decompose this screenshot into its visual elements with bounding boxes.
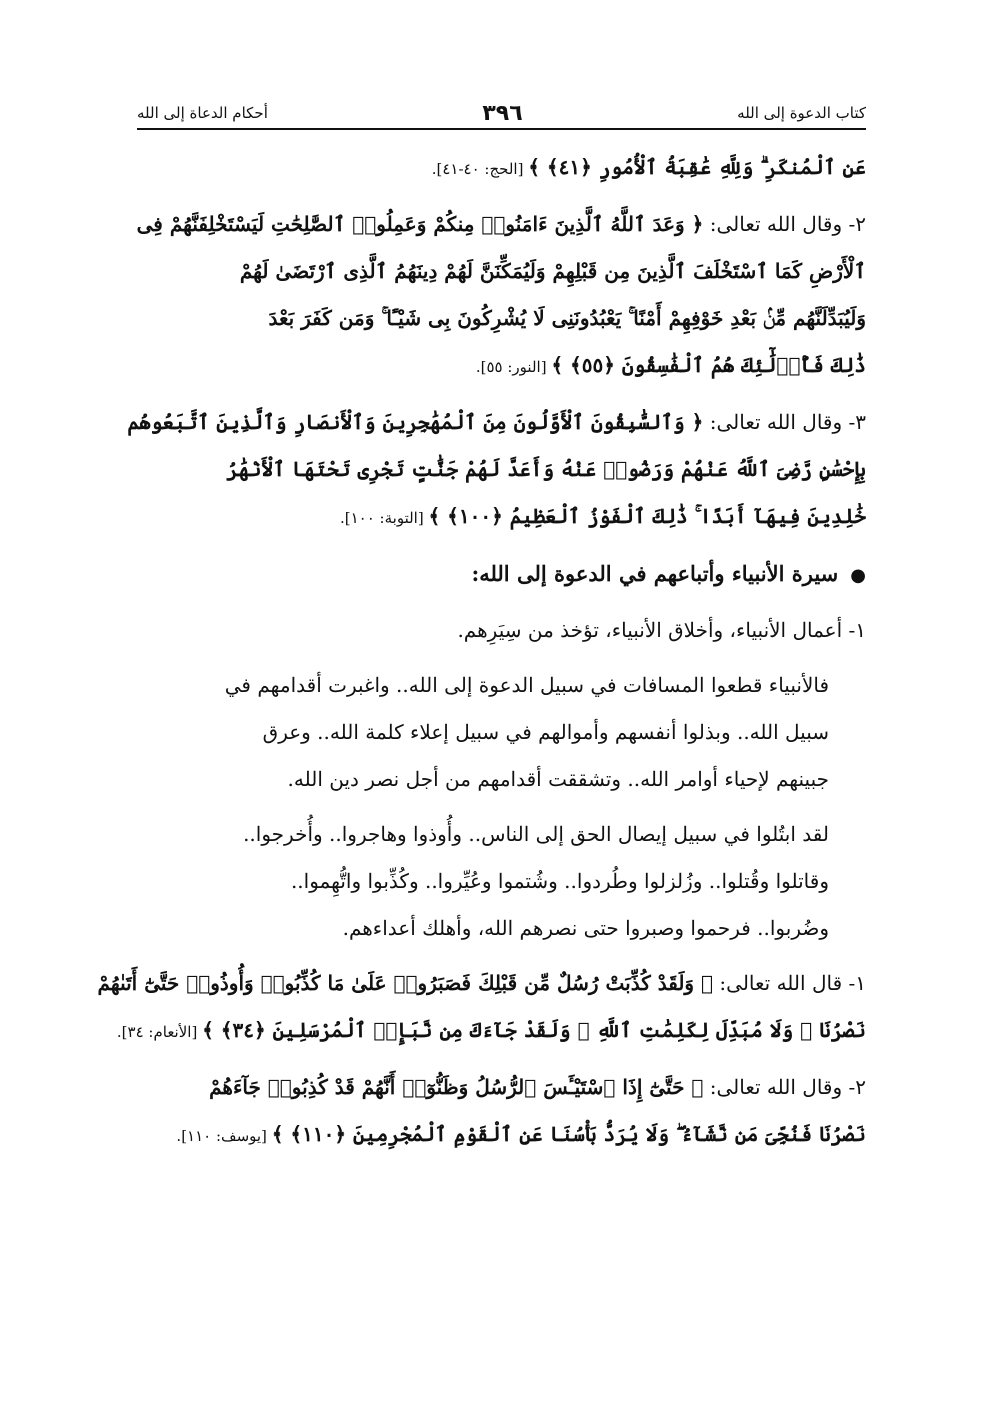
section-heading	[137, 550, 866, 599]
paragraph-gap	[137, 952, 866, 960]
text-line	[137, 811, 866, 858]
page-number: ٣٩٦	[482, 100, 523, 126]
quran-verse: نَصْرُنَا ۚ وَلَا مُبَدِّلَ لِكَلِمَٰتِ ٱللَّهِ ۚ وَلَقَدْ جَآءَكَ مِن نَّبَإِى۟ ٱلْمُرْسَلِينَ ﴿٣٤﴾ ﴾	[202, 1018, 866, 1042]
prose-text: ٢- وقال الله تعالى:	[703, 212, 866, 236]
quran-verse: نَصْرُنَا فَنُجِّىَ مَن نَّشَآءُ ۖ وَلَا يُرَدُّ بَأْسُنَا عَنِ ٱلْقَوْمِ ٱلْمُجْرِمِينَ ﴿١١٠﴾ ﴾	[271, 1122, 866, 1146]
heading-text: سيرة الأنبياء وأتباعهم في الدعوة إلى الله:	[471, 561, 839, 586]
prose-text: لقد ابتُلوا في سبيل إيصال الحق إلى الناس.. وأُوذوا وهاجروا.. وأُخرجوا..	[243, 822, 829, 846]
quran-verse: بِإِحْسَٰنٍ رَّضِىَ ٱللَّهُ عَنْهُمْ وَرَضُوا۟ عَنْهُ وَأَعَدَّ لَهُمْ جَنَّٰتٍ تَجْرِى تَحْتَهَا ٱلْأَنْهَٰرُ	[226, 457, 866, 481]
prose-text: فالأنبياء قطعوا المسافات في سبيل الدعوة إلى الله.. واغبرت أقدامهم في	[224, 673, 829, 697]
prose-text: سبيل الله.. وبذلوا أنفسهم وأموالهم في سبيل إعلاء كلمة الله.. وعرق	[262, 720, 829, 744]
paragraph-gap	[137, 1056, 866, 1064]
prose-text: ١- قال الله تعالى:	[713, 971, 866, 995]
quran-verse: ﴿ وَعَدَ ٱللَّهُ ٱلَّذِينَ ءَامَنُوا۟ مِنكُمْ وَعَمِلُوا۟ ٱلصَّٰلِحَٰتِ لَيَسْتَخْلِفَنَّهُمْ فِى	[136, 212, 704, 236]
verse-citation: [التوبة: ١٠٠].	[339, 509, 429, 527]
paragraph-gap	[137, 193, 866, 201]
text-line	[137, 493, 866, 542]
verse-citation: [يوسف: ١١٠].	[176, 1127, 272, 1145]
text-line	[137, 201, 866, 248]
prose-text: ٢- وقال الله تعالى:	[703, 1075, 866, 1099]
text-line	[137, 1064, 866, 1111]
quran-verse: خَٰلِدِينَ فِيهَآ أَبَدًا ۚ ذَٰلِكَ ٱلْفَوْزُ ٱلْعَظِيمُ ﴿١٠٠﴾ ﴾	[428, 504, 866, 528]
prose-text: ٣- وقال الله تعالى:	[703, 410, 866, 434]
paragraph-gap	[137, 391, 866, 399]
verse-citation: [الأنعام: ٣٤].	[116, 1023, 203, 1041]
text-line	[137, 342, 866, 391]
book-title: كتاب الدعوة إلى الله	[737, 104, 866, 122]
text-line	[137, 905, 866, 952]
prose-text: جبينهم لإحياء أوامر الله.. وتشققت أقدامهم من أجل نصر دين الله.	[287, 767, 829, 791]
text-line	[137, 662, 866, 709]
verse-citation: [الحج: ٤٠-٤١].	[431, 160, 529, 178]
paragraph-gap	[137, 654, 866, 662]
paragraph-gap	[137, 542, 866, 550]
prose-text: وقاتلوا وقُتلوا.. وزُلزلوا وطُردوا.. وشُتموا وعُيِّروا.. وكُذِّبوا واتُّهِموا..	[290, 869, 829, 893]
text-line	[137, 295, 866, 342]
text-line	[137, 858, 866, 905]
page-body	[97, 144, 866, 1160]
paragraph-gap	[137, 599, 866, 607]
quran-verse: وَلَيُبَدِّلَنَّهُم مِّنۢ بَعْدِ خَوْفِهِمْ أَمْنًا ۚ يَعْبُدُونَنِى لَا يُشْرِكُونَ بِى شَيْـًٔا ۚ وَمَن كَفَرَ بَعْدَ	[268, 306, 866, 330]
quran-verse: ذَٰلِكَ فَأُو۟لَٰٓئِكَ هُمُ ٱلْفَٰسِقُونَ ﴿٥٥﴾ ﴾	[551, 353, 866, 377]
prose-text: وضُربوا.. فرحموا وصبروا حتى نصرهم الله، وأهلك أعداءهم.	[342, 916, 829, 940]
text-line	[137, 446, 866, 493]
text-line	[137, 248, 866, 295]
quran-verse: عَنِ ٱلْمُنكَرِ ۗ وَلِلَّهِ عَٰقِبَةُ ٱلْأُمُورِ ﴿٤١﴾ ﴾	[528, 155, 866, 179]
prose-text: ١- أعمال الأنبياء، وأخلاق الأنبياء، تؤخذ من سِيَرِهم.	[457, 618, 866, 642]
text-line	[137, 756, 866, 803]
chapter-title: أحكام الدعاة إلى الله	[137, 104, 268, 122]
text-line	[137, 709, 866, 756]
paragraph-gap	[137, 803, 866, 811]
text-line	[137, 144, 866, 193]
quran-verse: ﴿ حَتَّىٰٓ إِذَا ٱسْتَيْـَٔسَ ٱلرُّسُلُ وَظَنُّوٓا۟ أَنَّهُمْ قَدْ كُذِبُوا۟ جَآءَهُمْ	[209, 1075, 704, 1099]
quran-verse: ﴿ وَلَقَدْ كُذِّبَتْ رُسُلٌ مِّن قَبْلِكَ فَصَبَرُوا۟ عَلَىٰ مَا كُذِّبُوا۟ وَأُوذُوا۟ حَتَّىٰٓ أَتَىٰهُمْ	[97, 971, 714, 995]
text-line	[137, 607, 866, 654]
verse-citation: [النور: ٥٥].	[475, 358, 552, 376]
quran-verse: ﴿ وَٱلسَّٰبِقُونَ ٱلْأَوَّلُونَ مِنَ ٱلْمُهَٰجِرِينَ وَٱلْأَنصَارِ وَٱلَّذِينَ ٱتَّبَعُوهُم	[127, 410, 704, 434]
text-line	[137, 1111, 866, 1160]
page-header	[137, 98, 866, 128]
header-rule	[137, 128, 866, 130]
text-line	[116, 1007, 866, 1056]
text-line	[127, 399, 866, 446]
text-line	[97, 960, 866, 1007]
quran-verse: ٱلْأَرْضِ كَمَا ٱسْتَخْلَفَ ٱلَّذِينَ مِن قَبْلِهِمْ وَلَيُمَكِّنَنَّ لَهُمْ دِينَهُمُ ٱلَّذِى ٱرْتَضَىٰ لَهُمْ	[239, 259, 866, 283]
bullet-icon: ●	[850, 565, 866, 586]
